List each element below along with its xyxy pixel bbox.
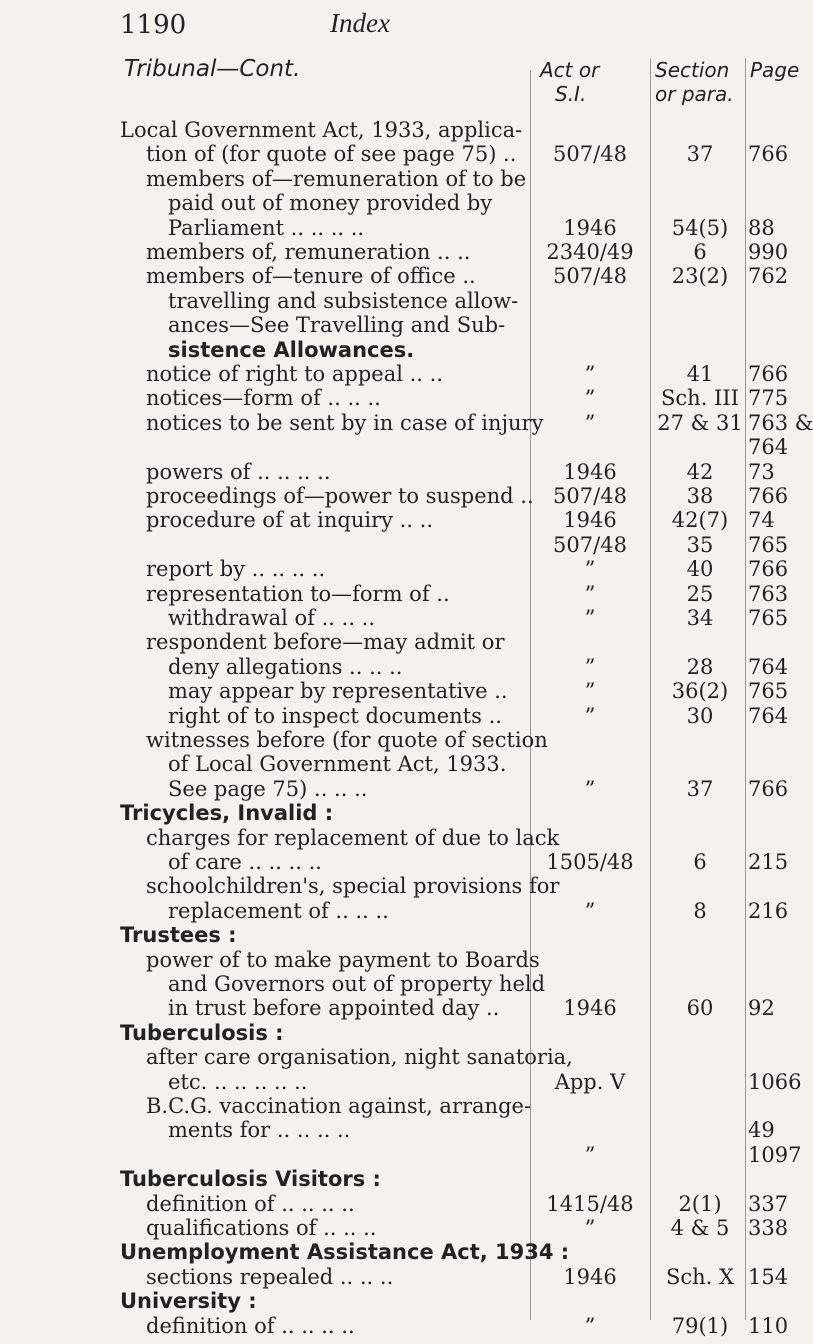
entry-page: 764: [748, 435, 789, 460]
entry-page: 766: [748, 142, 789, 167]
entry-text: representation to—form of ..: [146, 581, 450, 606]
entry-section: 37: [686, 776, 714, 801]
entry-section: 2(1): [678, 1191, 722, 1216]
entry-act: ”: [584, 606, 596, 630]
entry-text: B.C.G. vaccination against, arrange-: [146, 1094, 532, 1118]
entry-text: Local Government Act, 1933, applica-: [120, 118, 523, 142]
entry-act: ”: [584, 1142, 596, 1167]
entry-text: Unemployment Assistance Act, 1934 :: [120, 1240, 570, 1265]
entry-text: Tuberculosis Visitors :: [120, 1167, 381, 1192]
entry-text: See page 75) .. .. ..: [168, 776, 368, 801]
entry-page: 763 &: [748, 410, 813, 435]
entry-text: ances—See Travelling and Sub-: [168, 313, 506, 338]
entry-text: tion of (for quote of see page 75) ..: [146, 142, 517, 167]
entry-page: 1097: [748, 1142, 802, 1167]
entry-act: ”: [584, 679, 596, 704]
entry-section: 41: [686, 362, 714, 386]
entry-page: 49: [748, 1118, 775, 1143]
entry-section: 6: [693, 240, 707, 264]
entry-text: witnesses before (for quote of section: [146, 728, 548, 752]
entry-page: 110: [748, 1313, 789, 1338]
entry-page: 765: [748, 606, 789, 630]
entry-act: ”: [584, 386, 596, 411]
entry-text: sistence Allowances.: [168, 337, 415, 362]
entry-text: withdrawal of .. .. ..: [168, 606, 376, 630]
entry-act: 1946: [563, 1264, 617, 1289]
entry-act: 1505/48: [546, 850, 634, 874]
entry-section: 6: [693, 850, 707, 874]
entry-text: power of to make payment to Boards: [146, 947, 540, 972]
entry-act: 1946: [563, 215, 617, 240]
entry-section: 37: [686, 142, 714, 167]
entry-act: 1946: [563, 508, 617, 533]
entry-section: 42: [686, 459, 714, 484]
entry-act: ”: [584, 1313, 596, 1338]
entry-section: 30: [686, 703, 714, 728]
entry-act: 507/48: [553, 484, 627, 508]
entry-section: Sch. X: [666, 1264, 734, 1289]
entry-text: report by .. .. .. ..: [146, 557, 326, 582]
entry-act: ”: [584, 362, 596, 386]
entry-text: ments for .. .. .. ..: [168, 1118, 351, 1143]
entry-text: notices to be sent by in case of injury: [146, 410, 544, 435]
entry-section: 60: [686, 996, 714, 1021]
entry-text: members of—tenure of office ..: [146, 264, 476, 289]
entry-text: members of, remuneration .. ..: [146, 240, 471, 264]
entry-section: 42(7): [671, 508, 729, 533]
entry-page: 766: [748, 776, 789, 801]
entry-page: 775: [748, 386, 789, 411]
entry-act: ”: [584, 410, 596, 435]
entry-page: 154: [748, 1264, 789, 1289]
entry-act: 507/48: [553, 264, 627, 289]
column-header-act-line1: Act or: [540, 58, 600, 82]
entry-act: ”: [584, 1216, 596, 1240]
column-header-page: Page: [750, 58, 800, 82]
entry-act: 1946: [563, 996, 617, 1021]
entry-section: 54(5): [671, 215, 729, 240]
entry-page: 216: [748, 898, 789, 923]
entry-text: qualifications of .. .. ..: [146, 1216, 377, 1240]
section-heading: Tribunal—Cont.: [124, 56, 301, 82]
entry-section: 38: [686, 484, 714, 508]
entry-text: definition of .. .. .. ..: [146, 1191, 355, 1216]
entry-text: charges for replacement of due to lack: [146, 825, 560, 850]
entry-text: replacement of .. .. ..: [168, 898, 389, 923]
entry-act: 507/48: [553, 142, 627, 167]
entry-section: 79(1): [671, 1313, 729, 1338]
entry-page: 764: [748, 654, 789, 679]
entry-section: 40: [686, 557, 714, 582]
entry-page: 764: [748, 703, 789, 728]
entry-page: 766: [748, 362, 789, 386]
entry-page: 92: [748, 996, 775, 1021]
entry-page: 74: [748, 508, 775, 533]
entry-page: 762: [748, 264, 789, 289]
entry-text: Trustees :: [120, 923, 237, 948]
entry-section: 8: [693, 898, 707, 923]
entry-section: 4 & 5: [670, 1216, 730, 1240]
entry-section: 28: [686, 654, 714, 679]
entry-text: schoolchildren's, special provisions for: [146, 874, 560, 899]
column-header-act-line2: S.I.: [555, 82, 587, 106]
page-title: Index: [330, 8, 390, 38]
entry-text: of Local Government Act, 1933.: [168, 752, 507, 777]
entry-act: App. V: [554, 1069, 626, 1094]
entry-text: of care .. .. .. ..: [168, 850, 322, 874]
entry-act: ”: [584, 898, 596, 923]
entry-section: 35: [686, 532, 714, 557]
page-number: 1190: [120, 10, 187, 40]
entry-section: 34: [686, 606, 714, 630]
entry-text: powers of .. .. .. ..: [146, 459, 331, 484]
entry-act: 1415/48: [546, 1191, 634, 1216]
entry-section: 27 & 31: [657, 410, 743, 435]
entry-text: etc. .. .. .. .. ..: [168, 1069, 308, 1094]
entry-page: 73: [748, 459, 775, 484]
entry-page: 765: [748, 679, 789, 704]
entry-text: proceedings of—power to suspend ..: [146, 484, 534, 508]
entry-section: 25: [686, 581, 714, 606]
entry-page: 215: [748, 850, 789, 874]
column-header-section-line1: Section: [655, 58, 730, 82]
entry-page: 766: [748, 557, 789, 582]
entry-page: 88: [748, 215, 775, 240]
entry-text: paid out of money provided by: [168, 191, 493, 216]
entry-page: 990: [748, 240, 789, 264]
entry-text: deny allegations .. .. ..: [168, 654, 403, 679]
entry-text: may appear by representative ..: [168, 679, 508, 704]
entry-text: Parliament .. .. .. ..: [168, 215, 365, 240]
entry-act: ”: [584, 703, 596, 728]
entry-text: Tuberculosis :: [120, 1020, 284, 1045]
entry-text: notices—form of .. .. ..: [146, 386, 381, 411]
entry-section: 23(2): [671, 264, 729, 289]
entry-text: members of—remuneration of to be: [146, 166, 527, 191]
entry-page: 765: [748, 532, 789, 557]
entry-act: 507/48: [553, 532, 627, 557]
column-header-section-line2: or para.: [655, 82, 734, 106]
entry-act: 1946: [563, 459, 617, 484]
entry-text: definition of .. .. .. ..: [146, 1313, 355, 1338]
entry-page: 338: [748, 1216, 789, 1240]
entry-act: ”: [584, 557, 596, 582]
entry-text: procedure of at inquiry .. ..: [146, 508, 434, 533]
entry-section: 36(2): [671, 679, 729, 704]
entry-section: Sch. III: [661, 386, 739, 411]
index-row: [0, 1314, 800, 1344]
entry-text: after care organisation, night sanatoria,: [146, 1045, 573, 1070]
entry-text: sections repealed .. .. ..: [146, 1264, 394, 1289]
entry-act: ”: [584, 581, 596, 606]
entry-text: Tricycles, Invalid :: [120, 801, 334, 826]
entry-act: ”: [584, 776, 596, 801]
entry-text: notice of right to appeal .. ..: [146, 362, 443, 386]
entry-text: in trust before appointed day ..: [168, 996, 500, 1021]
entry-page: 1066: [748, 1069, 802, 1094]
entry-text: respondent before—may admit or: [146, 630, 505, 655]
entry-act: 2340/49: [546, 240, 634, 264]
entry-page: 766: [748, 484, 789, 508]
entry-act: ”: [584, 654, 596, 679]
entry-page: 337: [748, 1191, 789, 1216]
entry-text: travelling and subsistence allow-: [168, 288, 519, 313]
entry-page: 763: [748, 581, 789, 606]
entry-text: University :: [120, 1289, 257, 1314]
entry-text: and Governors out of property held: [168, 972, 546, 996]
entry-text: right of to inspect documents ..: [168, 703, 502, 728]
